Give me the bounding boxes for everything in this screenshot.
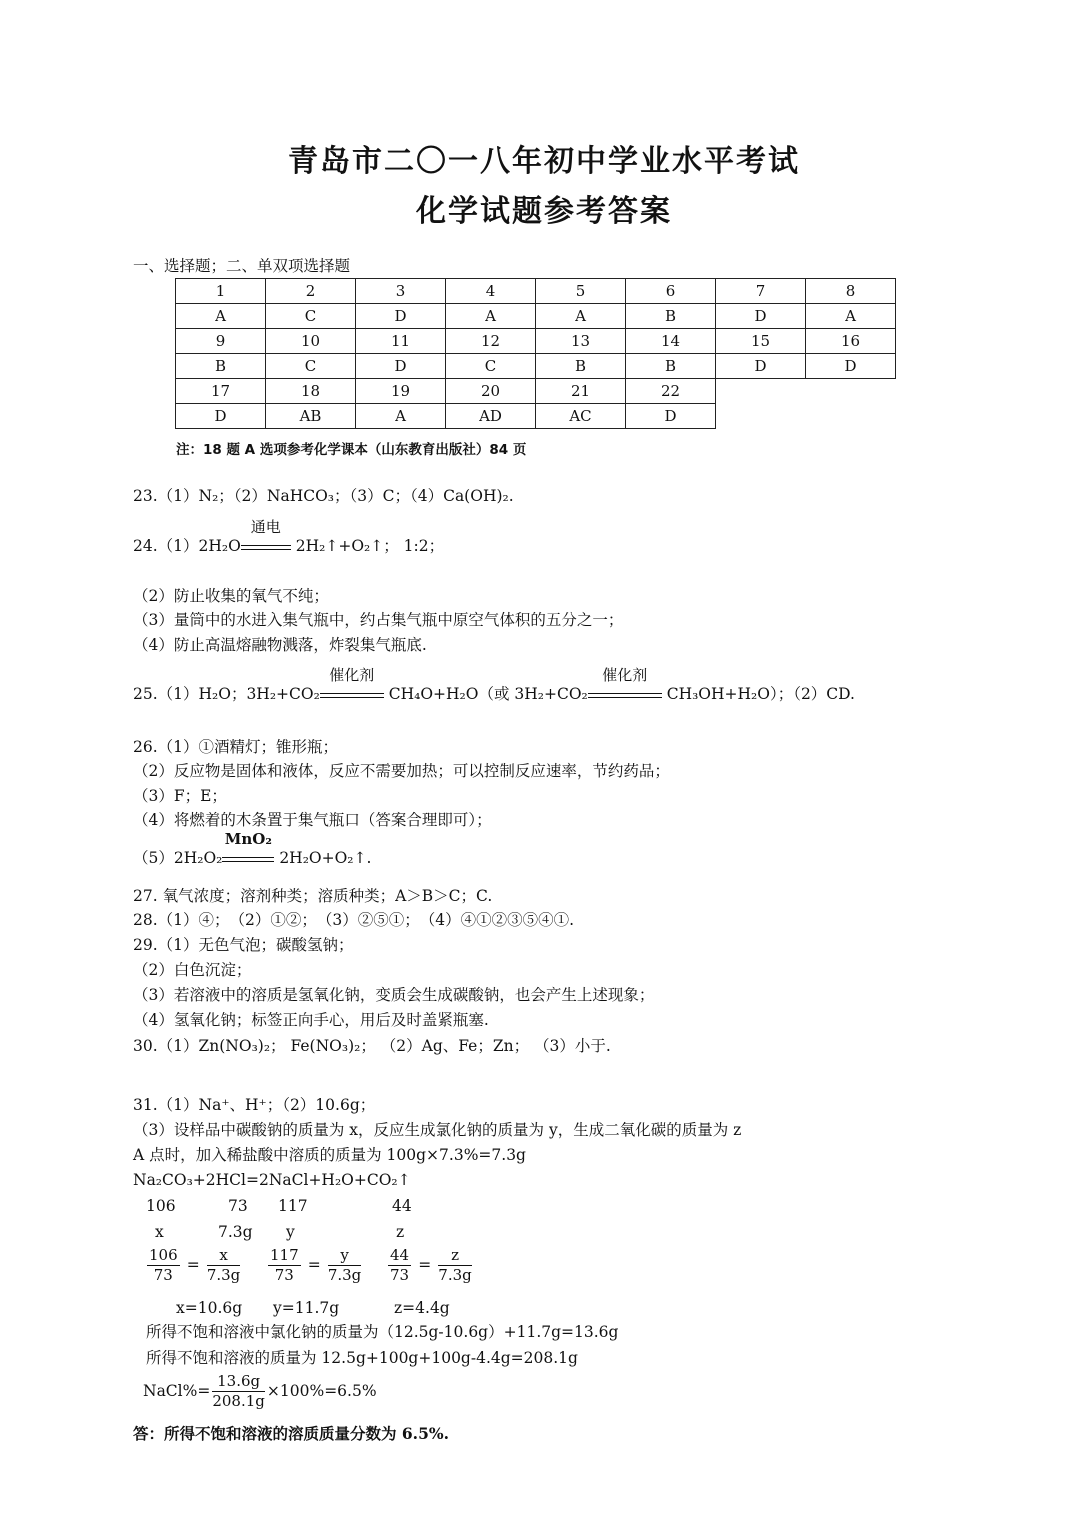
question-number-cell: 7 xyxy=(716,279,806,304)
result-z: z=4.4g xyxy=(394,1299,450,1317)
question-number-cell: 15 xyxy=(716,329,806,354)
final-answer: 答：所得不饱和溶液的溶质质量分数为 6.5%. xyxy=(133,1424,449,1443)
question-number-cell: 21 xyxy=(536,379,626,404)
proportion-z: $\frac{44}{73}$ = $\frac{z}{7.3g}$ xyxy=(390,1246,472,1284)
answer-30: 30.（1）Zn(NO₃)₂； Fe(NO₃)₂； （2）Ag、Fe；Zn； （3）小于. xyxy=(133,1037,611,1055)
answer-cell: D xyxy=(356,304,446,329)
reaction-condition-label: 催化剂 xyxy=(329,666,375,684)
section-heading: 一、选择题；二、单双项选择题 xyxy=(133,257,351,275)
percentage-calculation: NaCl%= $\frac{13.6g}{208.1g}$ ×100%=6.5% xyxy=(143,1372,377,1410)
reaction-condition-arrow xyxy=(222,830,274,868)
answer-27: 27. 氧气浓度；溶剂种类；溶质种类；A＞B＞C；C. xyxy=(133,887,493,905)
question-number-cell: 17 xyxy=(176,379,266,404)
molar-mass-2: 73 xyxy=(228,1197,248,1215)
answer-29-2: （2）白色沉淀； xyxy=(133,961,252,979)
answer-26-4: （4）将燃着的木条置于集气瓶口（答案合理即可）； xyxy=(133,811,492,829)
fraction: $\frac{106}{73}$ xyxy=(149,1246,178,1284)
answer-25 xyxy=(133,666,855,704)
answer-26-2: （2）反应物是固体和液体，反应不需要加热；可以控制反应速率，节约药品； xyxy=(133,762,670,780)
answer-cell: D xyxy=(716,304,806,329)
question-number-cell: 11 xyxy=(356,329,446,354)
question-number-cell: 10 xyxy=(266,329,356,354)
fraction: $\frac{x}{7.3g}$ xyxy=(206,1246,241,1284)
quantity-2: 7.3g xyxy=(218,1223,253,1241)
answer-cell: AD xyxy=(446,404,536,429)
question-number-cell: 8 xyxy=(806,279,896,304)
proportion-x: $\frac{106}{73}$ = $\frac{x}{7.3g}$ xyxy=(149,1246,241,1284)
question-number-cell: 20 xyxy=(446,379,536,404)
question-number-row xyxy=(176,329,896,354)
question-number-cell: 14 xyxy=(626,329,716,354)
fraction: $\frac{13.6g}{208.1g}$ xyxy=(212,1372,265,1410)
result-y: y=11.7g xyxy=(273,1299,340,1317)
answer-cell: B xyxy=(626,304,716,329)
question-number-cell: 19 xyxy=(356,379,446,404)
question-number-cell: 16 xyxy=(806,329,896,354)
answer-row xyxy=(176,354,896,379)
reaction-condition-label: MnO₂ xyxy=(224,830,272,848)
fraction: $\frac{44}{73}$ xyxy=(390,1246,410,1284)
answer-28: 28.（1）④； （2）①②； （3）②⑤①； （4）④①②③⑤④①. xyxy=(133,911,575,929)
page-title: 青岛市二〇一八年初中学业水平考试 xyxy=(288,144,800,179)
fraction: $\frac{y}{7.3g}$ xyxy=(327,1246,362,1284)
question-number-cell: 5 xyxy=(536,279,626,304)
question-number-cell: 2 xyxy=(266,279,356,304)
answer-cell: C xyxy=(266,354,356,379)
answer-23: 23.（1）N₂；（2）NaHCO₃；（3）C；（4）Ca(OH)₂. xyxy=(133,487,514,505)
answer-25-part-b: CH₄O+H₂O（或 3H₂+CO₂ xyxy=(388,685,588,703)
answer-26-5-prefix: （5）2H₂O₂ xyxy=(133,849,223,867)
answer-26-1: 26.（1）①酒精灯；锥形瓶； xyxy=(133,738,339,756)
answer-cell: C xyxy=(446,354,536,379)
answer-25-part-c: CH₃OH+H₂O）；（2）CD. xyxy=(666,685,855,703)
quantity-4: z xyxy=(396,1223,405,1241)
question-number-row xyxy=(176,379,896,404)
reaction-condition-arrow xyxy=(320,666,384,704)
question-number-cell: 1 xyxy=(176,279,266,304)
answer-31-1: 31.（1）Na⁺、H⁺；（2）10.6g； xyxy=(133,1096,376,1114)
answer-26-3: （3）F；E； xyxy=(133,787,227,805)
answer-cell: D xyxy=(806,354,896,379)
molar-mass-1: 106 xyxy=(146,1197,176,1215)
fraction: $\frac{117}{73}$ xyxy=(270,1246,299,1284)
answer-25-part-a: 25.（1）H₂O；3H₂+CO₂ xyxy=(133,685,320,703)
question-number-cell: 9 xyxy=(176,329,266,354)
reaction-condition-arrow xyxy=(241,518,291,556)
molar-mass-3: 117 xyxy=(278,1197,308,1215)
answer-29-4: （4）氢氧化钠；标签正向手心，用后及时盖紧瓶塞. xyxy=(133,1011,489,1029)
answer-cell: AC xyxy=(536,404,626,429)
question-number-cell: 13 xyxy=(536,329,626,354)
chemical-equation: Na₂CO₃+2HCl=2NaCl+H₂O+CO₂↑ xyxy=(133,1171,411,1189)
answer-table xyxy=(175,278,896,429)
question-number-cell: 12 xyxy=(446,329,536,354)
answer-24-3: （3）量筒中的水进入集气瓶中，约占集气瓶中原空气体积的五分之一； xyxy=(133,611,624,629)
answer-24-1 xyxy=(133,518,445,556)
answer-cell: A xyxy=(806,304,896,329)
answer-31-3-point-a: A 点时，加入稀盐酸中溶质的质量为 100g×7.3%=7.3g xyxy=(133,1146,526,1164)
answer-24-2: （2）防止收集的氧气不纯； xyxy=(133,587,329,605)
quantity-3: y xyxy=(286,1223,295,1241)
molar-mass-4: 44 xyxy=(392,1197,412,1215)
reaction-condition-label: 通电 xyxy=(250,518,281,536)
answer-31-3-setup: （3）设样品中碳酸钠的质量为 x，反应生成氯化钠的质量为 y，生成二氧化碳的质量为 z xyxy=(133,1121,742,1139)
empty-cell xyxy=(716,379,806,404)
answer-26-5 xyxy=(133,830,372,868)
answer-24-1-suffix: 2H₂↑+O₂↑； 1:2； xyxy=(295,537,445,555)
empty-cell xyxy=(806,379,896,404)
fraction: $\frac{z}{7.3g}$ xyxy=(438,1246,472,1284)
result-x: x=10.6g xyxy=(176,1299,243,1317)
answer-cell: A xyxy=(176,304,266,329)
question-number-row xyxy=(176,279,896,304)
answer-cell: B xyxy=(176,354,266,379)
answer-cell: A xyxy=(356,404,446,429)
question-number-cell: 6 xyxy=(626,279,716,304)
reaction-condition-arrow xyxy=(588,666,662,704)
answer-26-5-suffix: 2H₂O+O₂↑. xyxy=(279,849,372,867)
page-subtitle: 化学试题参考答案 xyxy=(416,194,672,229)
solution-mass-line: 所得不饱和溶液的质量为 12.5g+100g+100g-4.4g=208.1g xyxy=(146,1349,578,1367)
answer-cell: C xyxy=(266,304,356,329)
answer-cell: D xyxy=(626,404,716,429)
proportion-y: $\frac{117}{73}$ = $\frac{y}{7.3g}$ xyxy=(270,1246,362,1284)
answer-cell: B xyxy=(536,354,626,379)
answer-24-1-prefix: 24.（1）2H₂O xyxy=(133,537,241,555)
answer-cell: A xyxy=(536,304,626,329)
answer-row xyxy=(176,304,896,329)
answer-29-1: 29.（1）无色气泡；碳酸氢钠； xyxy=(133,936,354,954)
nacl-mass-line: 所得不饱和溶液中氯化钠的质量为（12.5g-10.6g）+11.7g=13.6g xyxy=(146,1323,619,1341)
answer-cell: AB xyxy=(266,404,356,429)
quantity-1: x xyxy=(155,1223,164,1241)
question-number-cell: 18 xyxy=(266,379,356,404)
empty-cell xyxy=(806,404,896,429)
answer-row xyxy=(176,404,896,429)
table-note: 注：18 题 A 选项参考化学课本（山东教育出版社）84 页 xyxy=(176,442,527,458)
answer-cell: A xyxy=(446,304,536,329)
question-number-cell: 22 xyxy=(626,379,716,404)
empty-cell xyxy=(716,404,806,429)
answer-cell: D xyxy=(716,354,806,379)
question-number-cell: 3 xyxy=(356,279,446,304)
question-number-cell: 4 xyxy=(446,279,536,304)
answer-29-3: （3）若溶液中的溶质是氢氧化钠，变质会生成碳酸钠，也会产生上述现象； xyxy=(133,986,655,1004)
answer-cell: D xyxy=(176,404,266,429)
reaction-condition-label: 催化剂 xyxy=(602,666,648,684)
answer-24-4: （4）防止高温熔融物溅落，炸裂集气瓶底. xyxy=(133,636,427,654)
answer-cell: B xyxy=(626,354,716,379)
answer-cell: D xyxy=(356,354,446,379)
